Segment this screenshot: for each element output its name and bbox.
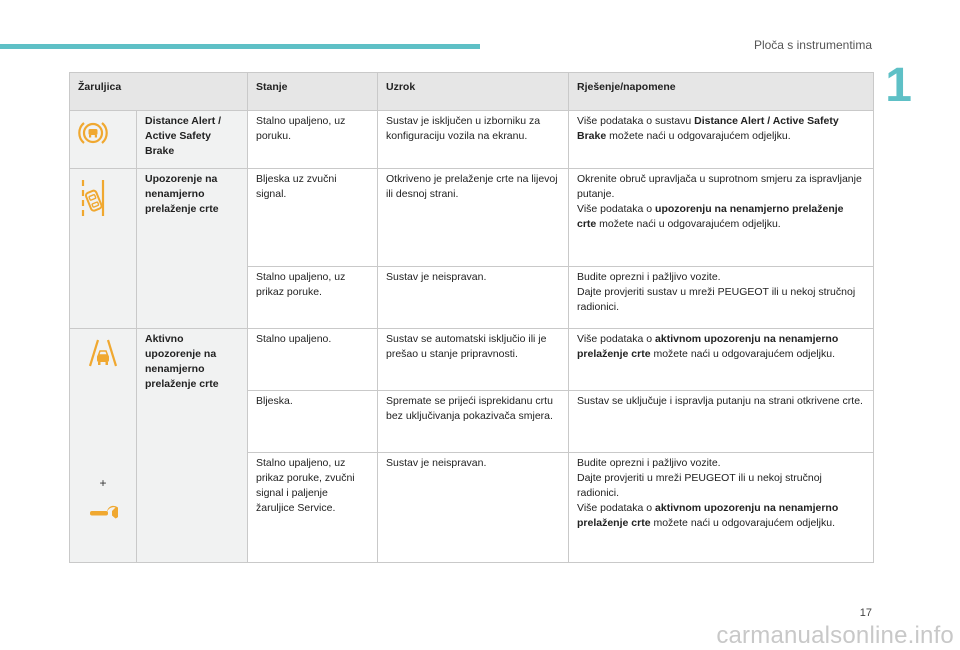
page-number: 17 <box>859 607 872 619</box>
solution-text: Više podataka o sustavu <box>577 115 695 127</box>
column-header-solution: Rješenje/napomene <box>569 73 874 111</box>
plus-sign: + <box>99 476 107 490</box>
cause-cell: Sustav je isključen u izborniku za konfiguraciju vozila na ekranu. <box>378 111 569 169</box>
lamp-name: Upozorenje na nenamjerno prelaženje crte <box>137 169 248 329</box>
solution-text: Više podataka o <box>577 203 656 215</box>
top-accent-bar <box>0 44 480 49</box>
solution-bold-text: upozorenju na nenamjerno prelaženje crte <box>577 203 844 230</box>
table-header-row <box>70 73 874 111</box>
section-title: Ploča s instrumentima <box>753 38 872 52</box>
solution-text: Više podataka o <box>577 502 656 514</box>
distance-alert-icon <box>78 118 108 148</box>
state-cell: Bljeska. <box>248 391 378 453</box>
solution-text: možete naći u odgovarajućem odjeljku. <box>596 218 781 230</box>
solution-bold-text: aktivnom upozorenju na nenamjerno prelaženje crte <box>577 333 839 360</box>
solution-text: Dajte provjeriti sustav u mreži PEUGEOT ili u nekoj stručnoj radionici. <box>577 286 856 313</box>
state-cell: Stalno upaljeno, uz prikaz poruke, zvučni signal i paljenje žaruljice Service. <box>248 453 378 563</box>
wrench-icon <box>88 503 118 523</box>
solution-text: možete naći u odgovarajućem odjeljku. <box>650 348 835 360</box>
solution-cell <box>569 453 874 563</box>
cause-cell: Otkriveno je prelaženje crte na lijevoj ili desnoj strani. <box>378 169 569 267</box>
warning-lights-table <box>69 72 874 563</box>
solution-text: možete naći u odgovarajućem odjeljku. <box>606 130 791 142</box>
solution-text: Dajte provjeriti u mreži PEUGEOT ili u nekoj stručnoj radionici. <box>577 472 822 499</box>
active-lane-keep-icon <box>87 338 119 368</box>
solution-cell <box>569 111 874 169</box>
lamp-icon-cell <box>70 111 137 169</box>
column-header-cause: Uzrok <box>378 73 569 111</box>
lamp-name: Aktivno upozorenje na nenamjerno prelaženje crte <box>137 329 248 563</box>
chapter-number: 1 <box>885 59 912 112</box>
solution-cell <box>569 267 874 329</box>
lamp-icon-cell <box>70 329 137 563</box>
solution-text: možete naći u odgovarajućem odjeljku. <box>650 517 835 529</box>
table-row <box>70 169 874 267</box>
solution-text: Okrenite obruč upravljača u suprotnom smjeru za ispravljanje putanje. <box>577 173 862 200</box>
solution-bold-text: aktivnom upozorenju na nenamjerno prelaženje crte <box>577 502 839 529</box>
solution-bold-text: Distance Alert / Active Safety Brake <box>577 115 839 142</box>
solution-cell <box>569 169 874 267</box>
state-cell: Bljeska uz zvučni signal. <box>248 169 378 267</box>
solution-text: Budite oprezni i pažljivo vozite. <box>577 271 721 283</box>
column-header-state: Stanje <box>248 73 378 111</box>
solution-text: Budite oprezni i pažljivo vozite. <box>577 457 721 469</box>
table-row <box>70 329 874 391</box>
solution-cell: Sustav se uključuje i ispravlja putanju na strani otkrivene crte. <box>569 391 874 453</box>
cause-cell: Sustav je neispravan. <box>378 267 569 329</box>
watermark: carmanualsonline.info <box>716 622 954 649</box>
lamp-name: Distance Alert / Active Safety Brake <box>137 111 248 169</box>
cause-cell: Spremate se prijeći isprekidanu crtu bez uključivanja pokazivača smjera. <box>378 391 569 453</box>
solution-cell <box>569 329 874 391</box>
solution-text: Više podataka o <box>577 333 656 345</box>
cause-cell: Sustav se automatski isključio ili je prešao u stanje pripravnosti. <box>378 329 569 391</box>
lane-departure-icon <box>78 178 108 218</box>
state-cell: Stalno upaljeno, uz poruku. <box>248 111 378 169</box>
state-cell: Stalno upaljeno, uz prikaz poruke. <box>248 267 378 329</box>
column-header-lamp: Žaruljica <box>70 73 248 111</box>
lamp-icon-cell <box>70 169 137 329</box>
cause-cell: Sustav je neispravan. <box>378 453 569 563</box>
table-row <box>70 111 874 169</box>
state-cell: Stalno upaljeno. <box>248 329 378 391</box>
